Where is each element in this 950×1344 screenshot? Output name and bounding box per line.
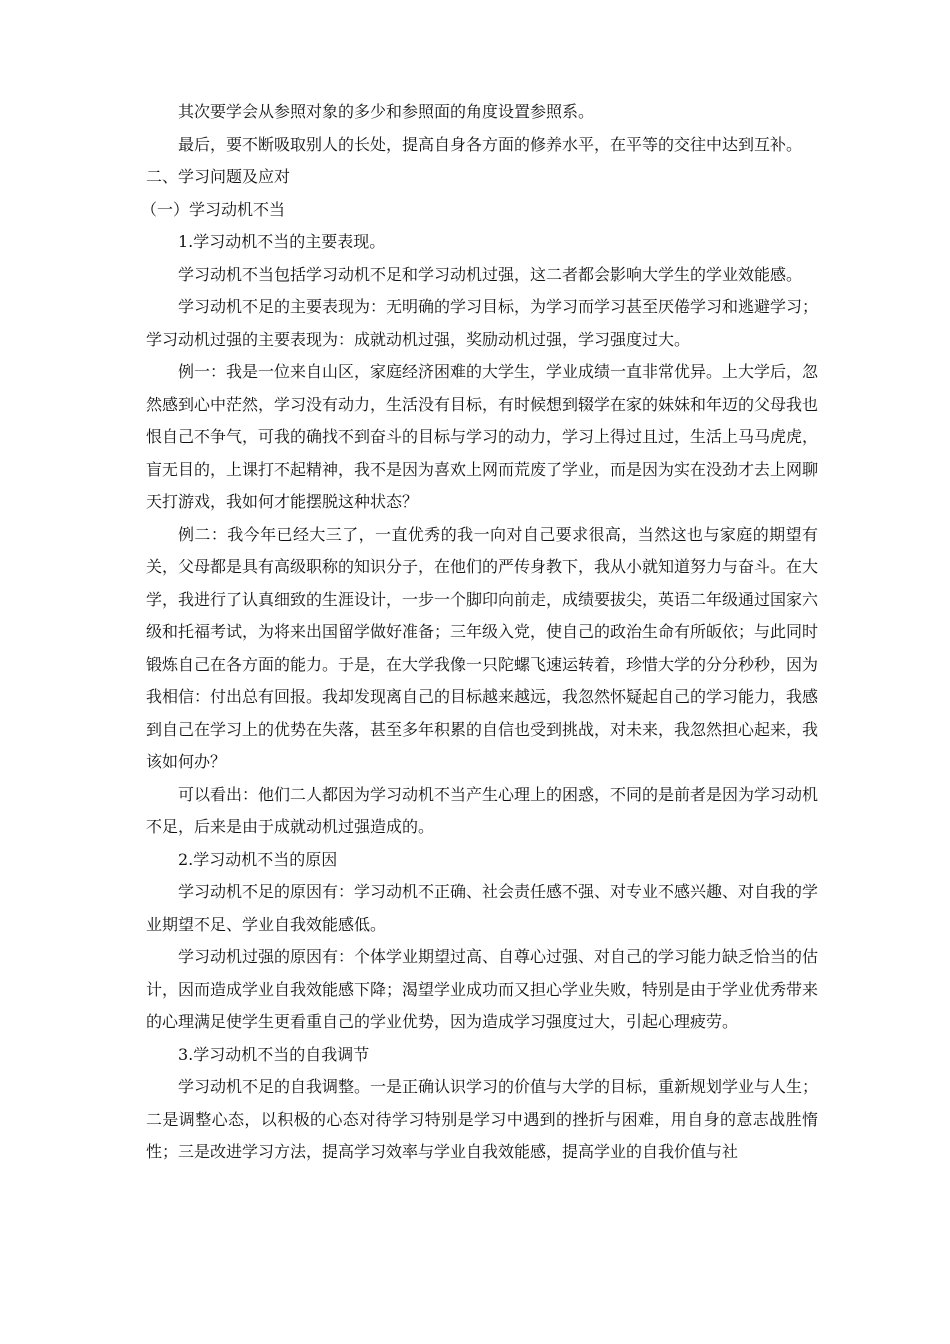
paragraph-motivation-symptoms: 学习动机不足的主要表现为：无明确的学习目标，为学习而学习甚至厌倦学习和逃避学习；学习动机过强的主要表现为：成就动机过强，奖励动机过强，学习强度过大。 bbox=[146, 297, 819, 349]
document-body bbox=[141, 96, 819, 1169]
section-heading: 二、学习问题及应对 bbox=[146, 167, 291, 186]
paragraph-motivation-types: 学习动机不当包括学习动机不足和学习动机过强，这二者都会影响大学生的学业效能感。 bbox=[178, 264, 803, 284]
paragraph-example-two: 例二：我今年已经大三了，一直优秀的我一向对自己要求很高，当然这也与家庭的期望有关，父母都是具有高级职称的知识分子，在他们的严传身教下，我从小就知道努力与奋斗。在大学，我进行了认真细致的生涯设计，一步一个脚印向前走，成绩要拔尖，英语二年级通过国家六级和托福考试，为将来出国留学做好准备；三年级入党，使自己的政治生命有所皈依；与此同时锻炼自己在各方面的能力。于是，在大学我像一只陀螺飞速运转着，珍惜大学的分分秒秒，因为我相信：付出总有回报。我却发现离自己的目标越来越远，我忽然怀疑起自己的学习能力，我感到自己在学习上的优势在失落，甚至多年积累的自信也受到挑战，对未来，我忽然担心起来，我该如何办？ bbox=[146, 524, 819, 771]
paragraph-excessive-causes: 学习动机过强的原因有：个体学业期望过高、自尊心过强、对自己的学习能力缺乏恰当的估计，因而造成学业自我效能感下降；渴望学业成功而又担心学业失败，特别是由于学业优秀带来的心理满足使学生更看重自己的学业优势，因为造成学习强度过大，引起心理疲劳。 bbox=[146, 947, 819, 1031]
subsection-heading: （一）学习动机不当 bbox=[141, 199, 286, 219]
paragraph-learn-from-others: 最后，要不断吸取别人的长处，提高自身各方面的修养水平，在平等的交往中达到互补。 bbox=[178, 134, 803, 154]
item-heading-2: 2.学习动机不当的原因 bbox=[178, 849, 338, 869]
paragraph-reference-system: 其次要学会从参照对象的多少和参照面的角度设置参照系。 bbox=[178, 102, 595, 121]
item-heading-1: 1.学习动机不当的主要表现。 bbox=[178, 232, 386, 251]
paragraph-self-adjustment: 学习动机不足的自我调整。一是正确认识学习的价值与大学的目标，重新规划学业与人生；二是调整心态，以积极的心态对待学习特别是学习中遇到的挫折与困难，用自身的意志战胜惰性；三是改进学习方法，提高学习效率与学业自我效能感，提高学业的自我价值与社 bbox=[146, 1077, 819, 1161]
paragraph-example-one: 例一：我是一位来自山区，家庭经济困难的大学生，学业成绩一直非常优异。上大学后，忽然感到心中茫然，学习没有动力，生活没有目标，有时候想到辍学在家的妹妹和年迈的父母我也恨自己不争气，可我的确找不到奋斗的目标与学习的动力，学习上得过且过，生活上马马虎虎，盲无目的，上课打不起精神，我不是因为喜欢上网而荒废了学业，而是因为实在没劲才去上网聊天打游戏，我如何才能摆脱这种状态？ bbox=[146, 362, 819, 511]
paragraph-insufficient-causes: 学习动机不足的原因有：学习动机不正确、社会责任感不强、对专业不感兴趣、对自我的学业期望不足、学业自我效能感低。 bbox=[146, 882, 819, 934]
paragraph-analysis: 可以看出：他们二人都因为学习动机不当产生心理上的困惑，不同的是前者是因为学习动机不足，后来是由于成就动机过强造成的。 bbox=[146, 784, 819, 836]
item-heading-3: 3.学习动机不当的自我调节 bbox=[178, 1044, 370, 1064]
